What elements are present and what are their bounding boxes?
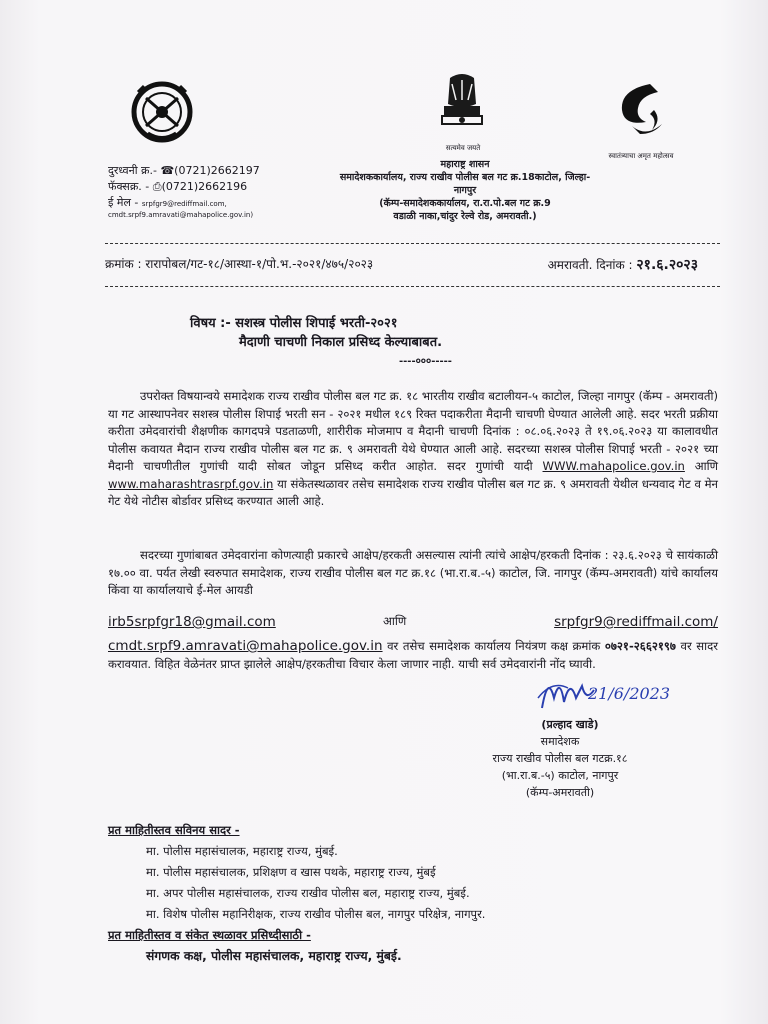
copy-item: मा. पोलीस महासंचालक, महाराष्ट्र राज्य, मुंबई. [146, 844, 338, 858]
letter-date: २१.६.२०२३ [636, 257, 698, 273]
subject-separator: ----०००----- [399, 356, 452, 367]
para1-text: उपरोक्त विषयान्वये समादेशक राज्य राखीव पोलीस बल गट क्र. १८ भारतीय राखीव बटालीयन-५ काटोल, जिल्हा नागपुर (कॅम्प - अमरावती) या गट आस्थापनेवर सशस्त्र पोलीस शिपाई भरती सन - २०२१ मधील १८९ रिक्त पदाकरीता मैदानी चाचणी घेण्यात आलेली आहे. सदर भरती प्रक्रीया करीता उमेदवारांची शैक्षणीक कागदपत्रे पडताळणी, शारीरीक मोजमाप व मैदानी चाचणी दिनांक : ०८.०६.२०२३ ते १९.०६.२०२३ या कालावधीत पोलीस कवायत मैदान राज्य राखीव पोलीस बल गट क्र. ९ अमरावती येथे घेण्यात आली आहे. सदरच्या सशस्त्र पोलीस शिपाई भरती - २०२१ च्या मैदानी चाचणीतील गुणांची यादी सोबत जोडून प्रसिध्द करीत आहोत. सदर गुणांची यादी [108, 389, 718, 473]
divider-bottom [105, 286, 720, 287]
copy-item-website: संगणक कक्ष, पोलीस महासंचालक, महाराष्ट्र राज्य, मुंबई. [146, 949, 402, 963]
signatory-org-2: (भा.रा.ब.-५) काटोल, नागपुर [501, 769, 619, 782]
phone-label: दुरध्वनी क्र.- [108, 164, 157, 177]
para2-text: सदरच्या गुणांबाबत उमेदवारांना कोणत्याही प्रकारचे आक्षेप/हरकती असल्यास त्यांनी त्यांचे आक्षेप/हरकती दिनांक : २३.६.२०२३ चे सायंकाळी १७.०० वा. पर्यत लेखी स्वरुपात समादेशक, राज्य राखीव पोलीस बल गट क्र.१८ (भा.रा.ब.-५) काटोल, जि. नागपुर (कॅम्प-अमरावती) यांचे कार्यालय किंवा या कार्यालयाचे ई-मेल आयडी [108, 548, 718, 597]
hq-line-1: महाराष्ट्र शासन [440, 159, 490, 170]
fax-label: फॅक्सक्र. - [108, 180, 150, 193]
email-label: ई मेल - [108, 196, 139, 209]
srpf-logo-icon [128, 78, 196, 146]
email-cmdt[interactable]: cmdt.srpf9.amravati@mahapolice.gov.in [108, 638, 383, 654]
email-rediff[interactable]: srpfgr9@rediffmail.com/ [554, 614, 718, 630]
email-and: आणि [383, 614, 407, 628]
subject-line-2: मैदाणी चाचणी निकाल प्रसिध्द केल्याबाबत. [239, 335, 443, 350]
azadi-amrit-mahotsav-logo-icon [610, 80, 668, 142]
maharashtrasrpf-link[interactable]: www.maharashtrasrpf.gov.in [108, 476, 274, 491]
signature-date: 21/6/2023 [588, 684, 671, 703]
right-logo-caption: स्वातंत्र्याचा अमृत महोत्सव [608, 152, 674, 160]
email-row [108, 614, 718, 630]
copy-item: मा. पोलीस महासंचालक, प्रशिक्षण व खास पथके, महाराष्ट्र राज्य, मुंबई [146, 865, 436, 879]
phone-icon: ☎ [160, 164, 175, 177]
reference-line [105, 255, 720, 272]
signatory-org-3: (कॅम्प-अमरावती) [525, 786, 595, 799]
mahapolice-link[interactable]: WWW.mahapolice.gov.in [542, 459, 685, 473]
emblem-motto: सत्यमेव जयते [445, 144, 481, 152]
para3-text: वर तसेच समादेशक कार्यालय नियंत्रण कक्ष क्रमांक [387, 639, 601, 653]
copies-block [108, 820, 485, 967]
contact-email-2: cmdt.srpf9.amravati@mahapolice.gov.in) [108, 211, 254, 219]
national-emblem-icon [436, 70, 488, 144]
reference-number: क्रमांक : रारापोबल/गट-१८/आस्था-१/पो.भ.-२०२१/४७५/२०२३ [105, 257, 374, 271]
copy-item: मा. अपर पोलीस महासंचालक, राज्य राखीव पोलीस बल, महाराष्ट्र राज्य, मुंबई. [146, 886, 470, 900]
body-paragraph-1 [108, 388, 718, 511]
office-address [300, 158, 630, 223]
hq-line-5: वडाळी नाका,चांदुर रेल्वे रोड, अमरावती.) [393, 211, 537, 222]
signatory-org-1: राज्य राखीव पोलीस बल गटक्र.१८ [492, 752, 628, 765]
subject-line-1: विषय :- सशस्त्र पोलीस शिपाई भरती-२०२१ [190, 316, 398, 331]
hq-line-3: नागपुर [453, 185, 477, 196]
hq-line-4: (कॅम्प-समादेशककार्यालय, रा.रा.पो.बल गट क्र.9 [379, 198, 551, 209]
para1-and: आणि [694, 459, 719, 473]
divider-top [105, 243, 720, 244]
phone-number: (0721)2662197 [174, 164, 260, 177]
para3-end: वर सादर करावयात. विहित वेळेनंतर प्राप्त झालेले आक्षेप/हरकतीचा विचार केला जाणार नाही. याची सर्व उमेदवारांनी नोंद घ्यावी. [108, 639, 719, 671]
hq-line-2: समादेशककार्यालय, राज्य राखीव पोलीस बल गट क्र.18काटोल, जिल्हा- [339, 172, 591, 183]
signatory-name: (प्रल्हाद खाडे) [541, 718, 599, 731]
signatory-title: समादेशक [540, 735, 580, 748]
control-room-number: ०७२१-२६६२१९७ [604, 639, 676, 653]
place-date-label: अमरावती. दिनांक : [547, 258, 633, 272]
body-paragraph-2 [108, 547, 718, 600]
fax-number: (0721)2662196 [161, 180, 248, 193]
fax-icon: ⎙ [152, 180, 162, 193]
copy-item: मा. विशेष पोलीस महानिरीक्षक, राज्य राखीव पोलीस बल, नागपुर परिक्षेत्र, नागपुर. [146, 907, 486, 921]
contact-block [108, 163, 260, 220]
copies-heading-1: प्रत माहितीस्तव सविनय सादर - [108, 823, 240, 837]
email-irb5[interactable]: irb5srpfgr18@gmail.com [108, 614, 276, 630]
subject-block [190, 314, 452, 371]
signature-block [470, 716, 650, 801]
para1-text-2: या संकेतस्थळावर तसेच समादेशक राज्य राखीव पोलीस बल गट क्र. ९ अमरावती येथील धन्यवाद गेट व मेन गेट येथे नोटीस बोर्डावर प्रसिध्द करण्यात आली आहे. [108, 476, 718, 508]
copies-heading-2: प्रत माहितीस्तव व संकेत स्थळावर प्रसिध्दीसाठी - [108, 928, 311, 942]
contact-email-1: srpfgr9@rediffmail.com, [141, 200, 227, 208]
